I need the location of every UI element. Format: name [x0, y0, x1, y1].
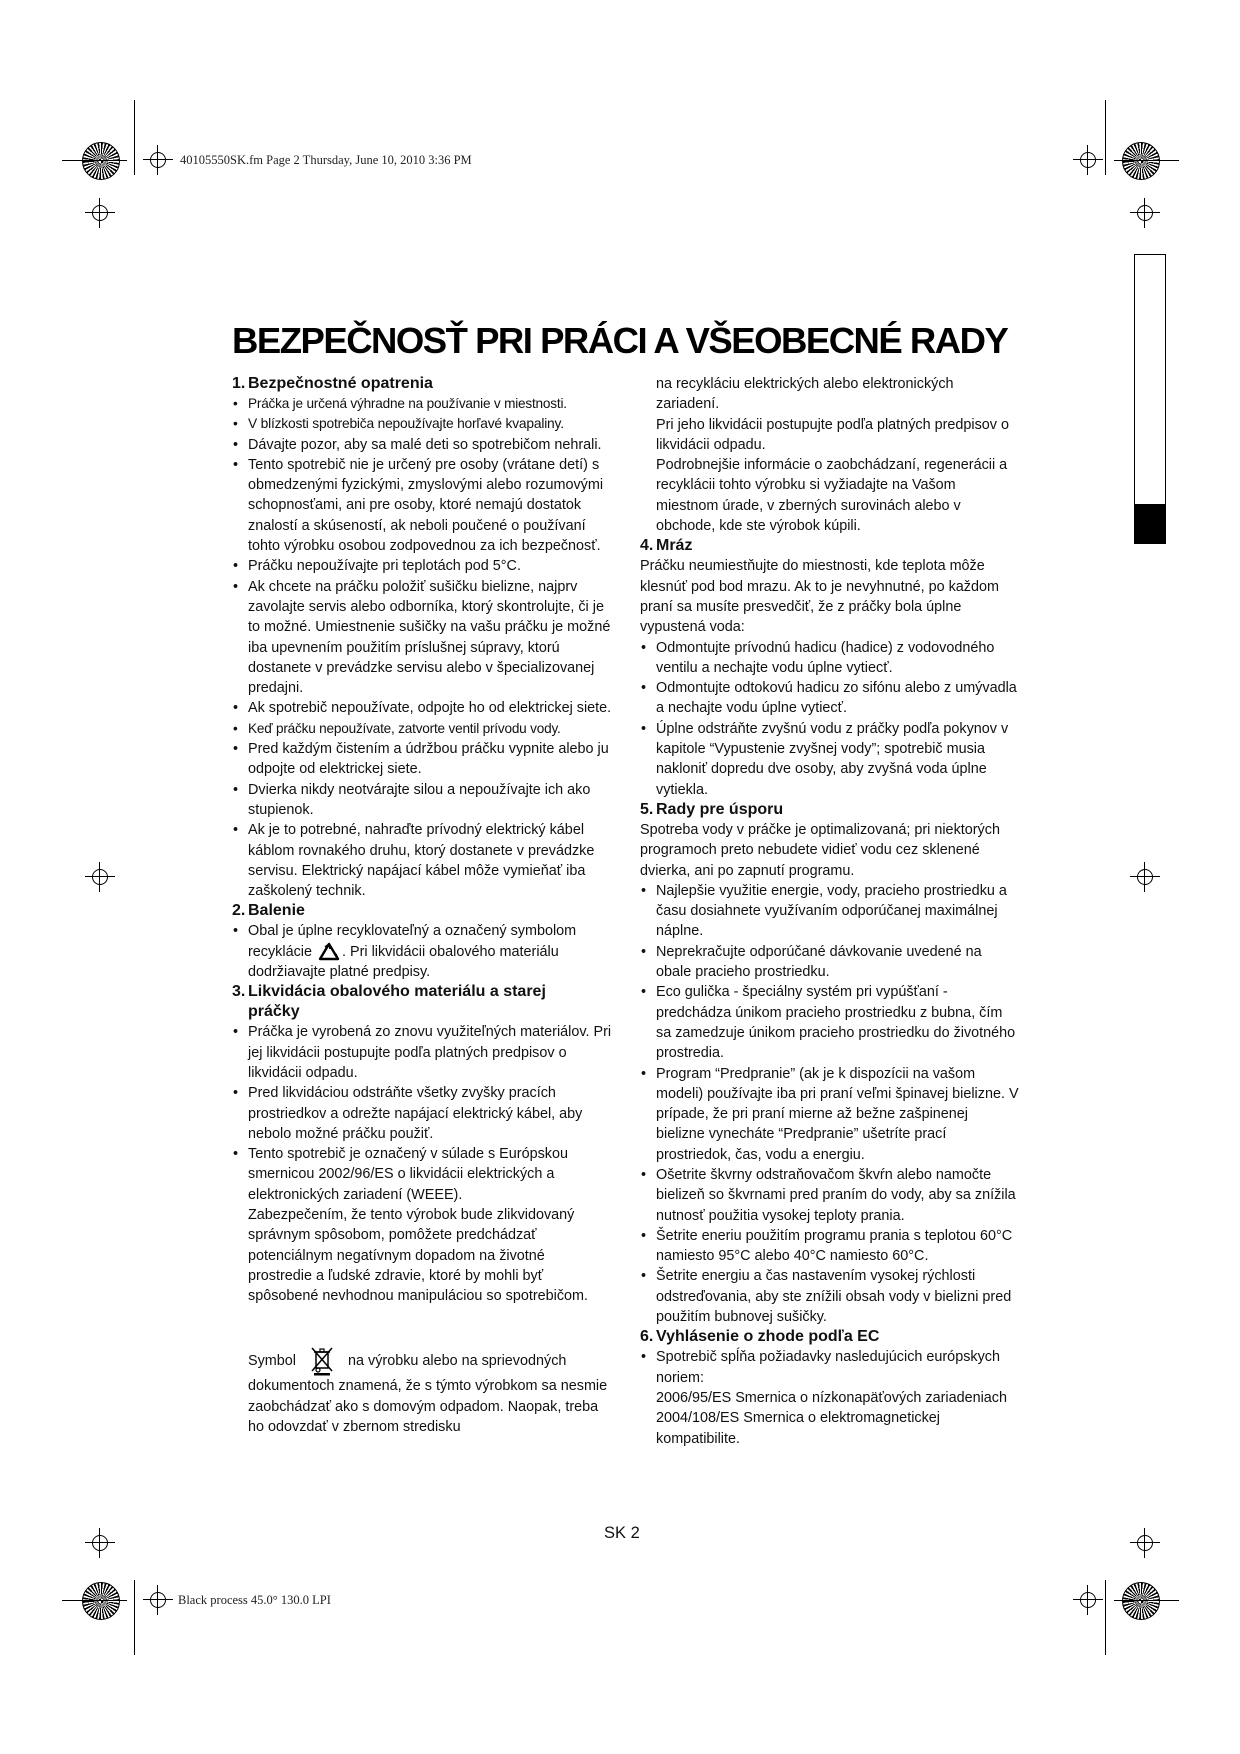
right-column	[640, 374, 1020, 1449]
crop-mark	[1105, 1580, 1106, 1655]
registration-mark-top-left	[82, 142, 120, 180]
crop-mark	[1114, 1600, 1179, 1601]
list-item: • Odmontujte odtokovú hadicu zo sifónu alebo z umývadla a nechajte vodu úplne vytiecť.	[640, 678, 1020, 719]
list-item: • Neprekračujte odporúčané dávkovanie uvedené na obale pracieho prostriedku.	[640, 942, 1020, 983]
list-item: • Ak chcete na práčku položiť sušičku bielizne, najprv zavolajte servis alebo odborníka, ktorý skontrolujte, či je to možné. Umiestnenie sušičky na vašu práčku je možné iba upevnením použitím príslušnej súpravy, ktorú dostanete v prevádzke servisu alebo v špecializovanej predajni.	[232, 577, 612, 699]
savings-list	[640, 881, 1020, 1328]
language-tab-fill	[1134, 504, 1166, 544]
crosshair-mark-lower-right	[1130, 1528, 1160, 1558]
savings-intro: Spotreba vody v práčke je optimalizovaná; pri niektorých programoch preto nebudete vidieť vodu cez sklenené dvierka, ani po zapnutí programu.	[640, 821, 1000, 879]
disposal-continued-3: Podrobnejšie informácie o zaobchádzaní, regenerácii a recyklácii tohto výrobku si vyžiadajte na Vašom miestnom úrade, v zberných surovinách alebo v obchode, kde ste výrobok kúpili.	[656, 457, 1008, 535]
crosshair-mark-mid-right	[1130, 198, 1160, 228]
section-heading-safety	[232, 374, 612, 394]
weee-icon-wrap	[300, 1346, 344, 1376]
section-heading-savings	[640, 800, 1020, 820]
weee-paragraph: Zabezpečením, že tento výrobok bude zlikvidovaný správnym spôsobom, pomôžete predchádzať potenciálnym negatívnym dopadom na životné prostredie a ľudské zdravie, ktoré by mohli byť spôsobené nevhodnou manipuláciou so spotrebičom.	[248, 1206, 589, 1305]
section-title: Balenie	[248, 902, 305, 920]
list-item: • Eco gulička - špeciálny systém pri vypúšťaní - predchádza únikom pracieho prostriedku z bubna, čím sa zamedzuje únikom pracieho prostriedku do životného prostredia.	[640, 982, 1020, 1063]
crosshair-mark-mid-left	[85, 198, 115, 228]
safety-list	[232, 394, 612, 901]
list-item: • Program “Predpranie” (ak je k dispozícii na vašom modeli) používajte iba pri praní veľmi špinavej bielizne. V prípade, že pri praní mierne až bežne zašpinenej bielizne vynecháte “Predpranie” ušetríte prací prostriedok, čas, vodu a energiu.	[640, 1064, 1020, 1165]
disposal-continued-2: Pri jeho likvidácii postupujte podľa platných predpisov o likvidácii odpadu.	[656, 416, 1009, 453]
disposal-continued: na recykláciu elektrických alebo elektronických zariadení.	[656, 376, 954, 413]
crop-mark	[134, 100, 135, 175]
language-tab-marker	[1134, 254, 1166, 544]
section-heading-conformity	[640, 1327, 1020, 1347]
crop-mark	[1105, 100, 1106, 175]
section-number: 1.	[232, 375, 246, 392]
packaging-text-start: Obal je úplne recyklovateľný a označený symbolom recyklácie	[248, 923, 577, 960]
frost-list	[640, 638, 1020, 800]
footer-slug: Black process 45.0° 130.0 LPI	[178, 1593, 331, 1607]
section-heading-frost	[640, 536, 1020, 556]
list-item: • V blízkosti spotrebiča nepoužívajte horľavé kvapaliny.	[232, 414, 612, 434]
list-item: • Dvierka nikdy neotvárajte silou a nepoužívajte ich ako stupienok.	[232, 780, 612, 821]
conformity-line-1: 2006/95/ES Smernica o nízkonapäťových zariadeniach	[656, 1389, 1007, 1406]
list-item	[232, 921, 612, 982]
section-number: 3.	[232, 983, 246, 1001]
crosshair-mark-top-right	[1073, 145, 1103, 175]
page-title: BEZPEČNOSŤ PRI PRÁCI A VŠEOBECNÉ RADY	[232, 320, 1008, 361]
conformity-list	[640, 1347, 1020, 1388]
weee-symbol-paragraph	[232, 1346, 612, 1437]
section-number: 4.	[640, 537, 654, 555]
recycle-icon	[316, 942, 342, 962]
page-number: SK 2	[604, 1524, 640, 1542]
list-item: • Keď práčku nepoužívate, zatvorte ventil prívodu vody.	[232, 719, 612, 739]
crosshair-mark-bottom-right	[1073, 1585, 1103, 1615]
crosshair-mark-lower-left	[85, 1528, 115, 1558]
list-item: • Práčka je určená výhradne na používanie v miestnosti.	[232, 394, 612, 414]
section-title: Bezpečnostné opatrenia	[248, 375, 433, 392]
list-item: • Odmontujte prívodnú hadicu (hadice) z vodovodného ventilu a nechajte vodu úplne vytiecť.	[640, 638, 1020, 679]
list-item: • Šetrite energiu a čas nastavením vysokej rýchlosti odstreďovania, aby ste znížili obsah vody v bielizni pred použitím bubnovej sušičky.	[640, 1266, 1020, 1327]
crosshair-mark-side-left	[85, 862, 115, 892]
list-item: • Pred likvidáciou odstráňte všetky zvyšky pracích prostriedkov a odrežte napájací elektrický kábel, aby nebolo možné práčku použiť.	[232, 1083, 612, 1144]
symbol-label: Symbol	[248, 1353, 296, 1370]
list-item: • Dávajte pozor, aby sa malé deti so spotrebičom nehrali.	[232, 435, 612, 455]
frost-intro: Práčku neumiestňujte do miestnosti, kde teplota môže klesnúť pod bod mrazu. Ak to je nevyhnutné, po každom praní sa musíte presvedčiť, že z práčky bola úplne vypustená voda:	[640, 558, 999, 636]
section-title: Likvidácia obalového materiálu a starej práčky	[248, 983, 546, 1021]
list-item: • Tento spotrebič nie je určený pre osoby (vrátane detí) s obmedzenými fyzickými, zmyslovými alebo rozumovými schopnosťami, ani pre osoby, ktoré nemajú dostatok znalostí a skúseností, ak neboli poučené o používaní tohto výrobku osobou zodpovednou za ich bezpečnosť.	[232, 455, 612, 556]
list-item: • Práčku nepoužívajte pri teplotách pod 5°C.	[232, 556, 612, 576]
section-heading-disposal	[232, 982, 612, 1022]
crop-mark	[1114, 160, 1179, 161]
crossed-bin-icon	[310, 1346, 334, 1376]
list-item: • Najlepšie využitie energie, vody, pracieho prostriedku a času dosiahnete využívaním odporúčanej maximálnej náplne.	[640, 881, 1020, 942]
registration-mark-top-right	[1122, 142, 1160, 180]
registration-mark-bottom-left	[82, 1582, 120, 1620]
list-item: • Práčka je vyrobená zo znovu využiteľných materiálov. Pri jej likvidácii postupujte podľa platných predpisov o likvidácii odpadu.	[232, 1022, 612, 1083]
list-item: • Ošetrite škvrny odstraňovačom škvŕn alebo namočte bielizeň so škvrnami pred praním do vody, aby sa znížila nutnosť použitia vysokej teploty prania.	[640, 1165, 1020, 1226]
section-title: Mráz	[656, 537, 693, 555]
list-item: • Spotrebič spĺňa požiadavky nasledujúcich európskych noriem:	[640, 1347, 1020, 1388]
section-title: Rady pre úsporu	[656, 800, 784, 818]
list-item: • Úplne odstráňte zvyšnú vodu z práčky podľa pokynov v kapitole “Vypustenie zvyšnej vody”; spotrebič musia nakloniť dopredu dve osoby, aby zvyšná voda úplne vytiekla.	[640, 719, 1020, 800]
packaging-list	[232, 921, 612, 982]
list-item: • Pred každým čistením a údržbou práčku vypnite alebo ju odpojte od elektrickej siete.	[232, 739, 612, 780]
section-title: Vyhlásenie o zhode podľa EC	[656, 1328, 880, 1346]
list-item: • Ak spotrebič nepoužívate, odpojte ho od elektrickej siete.	[232, 698, 612, 718]
left-column	[232, 374, 612, 1437]
section-heading-packaging	[232, 901, 612, 921]
crop-mark	[62, 1600, 127, 1601]
section-number: 5.	[640, 800, 654, 818]
crop-mark	[134, 1580, 135, 1655]
section-number: 6.	[640, 1328, 654, 1346]
list-item: • Šetrite eneriu použitím programu prania s teplotou 60°C namiesto 95°C alebo 40°C namiesto 60°C.	[640, 1226, 1020, 1267]
crosshair-mark-side-right	[1130, 862, 1160, 892]
crop-mark	[62, 160, 127, 161]
header-slug: 40105550SK.fm Page 2 Thursday, June 10, 2010 3:36 PM	[180, 153, 472, 167]
symbol-text: na výrobku alebo na sprievodných dokumentoch znamená, že s týmto výrobkom sa nesmie zaobchádzať ako s domovým odpadom. Naopak, treba ho odovzdať v zbernom stredisku	[248, 1353, 608, 1436]
disposal-list	[232, 1022, 612, 1205]
list-item: • Tento spotrebič je označený v súlade s Európskou smernicou 2002/96/ES o likvidácii elektrických a elektronických zariadení (WEEE).	[232, 1144, 612, 1205]
registration-mark-bottom-right	[1122, 1582, 1160, 1620]
conformity-line-2: 2004/108/ES Smernica o elektromagnetickej kompatibilite.	[656, 1410, 940, 1447]
crosshair-mark-top-left	[143, 145, 173, 175]
list-item: • Ak je to potrebné, nahraďte prívodný elektrický kábel káblom rovnakého druhu, ktorý dostanete v prevádzke servisu. Elektrický napájací kábel môže vymieňať iba zaškolený technik.	[232, 820, 612, 901]
section-number: 2.	[232, 902, 246, 920]
crosshair-mark-bottom-left	[143, 1585, 173, 1615]
packaging-text-end: . Pri likvidácii obalového materiálu dodržiavajte platné predpisy.	[248, 943, 559, 981]
